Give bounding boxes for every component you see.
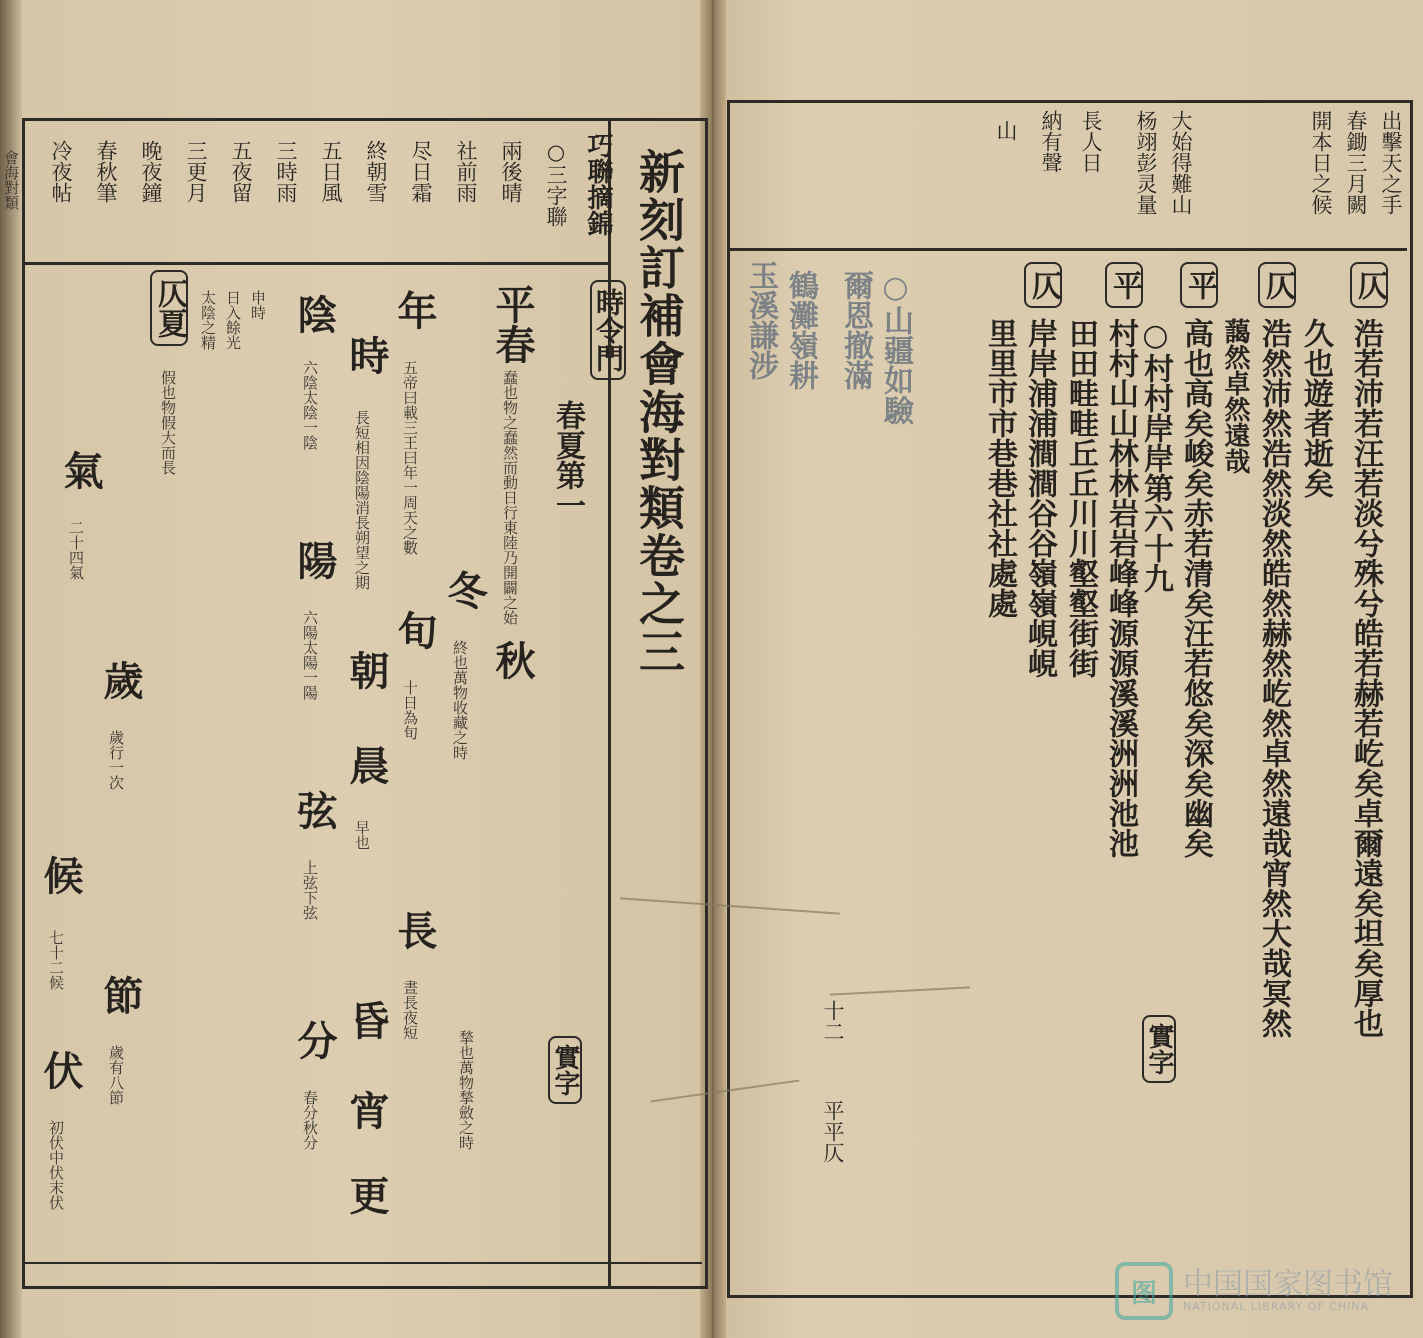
- entry-head: 仄夏: [150, 270, 188, 346]
- top-block-row: 大始得難山: [1169, 110, 1193, 215]
- entry-note: 晝長夜短: [401, 980, 419, 1040]
- entry-note: 六陰太陰一陰: [301, 360, 319, 450]
- entry-note: 太陰之精: [199, 290, 217, 350]
- entry-head: 弦: [291, 790, 338, 830]
- library-watermark: [1115, 1262, 1393, 1320]
- entry-head: 仄: [1258, 262, 1296, 308]
- entry-head: 更: [343, 1175, 390, 1215]
- faint-column: ○山疆如驗: [878, 270, 913, 425]
- top-block-row: 晚夜鐘: [139, 140, 163, 203]
- top-block-row: 終朝雪: [364, 140, 388, 203]
- entry-text: 久也遊者逝矣: [1298, 318, 1333, 498]
- top-block-row: 春鋤三月闕: [1344, 110, 1368, 215]
- library-logo-icon: 图: [1115, 1262, 1173, 1320]
- entry-head: 仄: [1350, 262, 1388, 308]
- entry-head: 長: [391, 910, 438, 950]
- top-block-row: ○三字聯: [544, 140, 568, 227]
- top-block-row: 兩後晴: [499, 140, 523, 203]
- entry-note: 上弦下弦: [301, 860, 319, 920]
- top-block-row: 尽日霜: [409, 140, 433, 203]
- entry-note: 長短相因陰陽消長朔望之期: [353, 410, 371, 590]
- entry-note: 五帝曰載三王曰年一周天之數: [401, 360, 419, 555]
- entry-note: 七十二候: [47, 930, 65, 990]
- entry-head: 平: [1105, 262, 1143, 308]
- section-tag-bottom: 實字: [548, 1036, 582, 1104]
- entry-head: 陰: [291, 294, 338, 334]
- left-edge-text: 會海對類: [2, 150, 20, 210]
- entry-mark: 十二: [821, 1000, 845, 1042]
- entry-note: 揫也萬物揫斂之時: [457, 1030, 475, 1150]
- top-block-row: 五夜留: [229, 140, 253, 203]
- entry-text: 高也高矣峻矣赤若清矣汪若悠矣深矣幽矣: [1178, 318, 1213, 858]
- top-block-row: 三時雨: [274, 140, 298, 203]
- entry-head: 冬: [441, 570, 488, 610]
- entry-text: 里里市市巷巷社社處處: [982, 318, 1017, 618]
- entry-note: 終也萬物收藏之時: [451, 640, 469, 760]
- entry-note: 歲有八節: [107, 1045, 125, 1105]
- entry-note: 早也: [353, 820, 371, 850]
- faint-column: 玉溪謙涉: [743, 260, 778, 380]
- top-block-row: 社前雨: [454, 140, 478, 203]
- entry-head: 時: [343, 335, 390, 375]
- entry-head: 秋: [489, 640, 536, 680]
- entry-text: 浩然沛然浩然淡然皓然赫然屹然卓然遠哉宵然大哉冥然: [1256, 318, 1291, 1038]
- top-block-row: 山: [994, 120, 1018, 141]
- watermark-name: 中国国家图书馆: [1183, 1266, 1393, 1302]
- entry-text: 岸岸浦浦澗澗谷谷嶺嶺峴峴: [1022, 318, 1057, 678]
- entry-note: 春分秋分: [301, 1090, 319, 1150]
- entry-note: 歲行一次: [107, 730, 125, 790]
- entry-head: 氣: [57, 450, 104, 490]
- top-block-row: 納有聲: [1039, 110, 1063, 173]
- entry-head: 平春: [489, 284, 536, 364]
- entry-head: 旬: [391, 610, 438, 650]
- entry-note: 日入餘光: [224, 290, 242, 350]
- entry-note: 初伏中伏末伏: [47, 1120, 65, 1210]
- entry-head: 節: [97, 975, 144, 1015]
- top-block-row: 開本日之候: [1309, 110, 1333, 215]
- entry-text: 田田畦畦丘丘川川壑壑街街: [1063, 318, 1098, 678]
- left-bottom-rule: [22, 1262, 702, 1264]
- faint-column: 爾恩撤滿: [838, 270, 873, 390]
- top-block-row: 春秋筆: [94, 140, 118, 203]
- top-block-row: 長人日: [1079, 110, 1103, 173]
- entry-head: 仄: [1024, 262, 1062, 308]
- section-tag: 時令門: [590, 280, 626, 380]
- book-title: 新刻訂補會海對類卷之三: [632, 148, 686, 676]
- top-block-row: 出擊天之手: [1379, 110, 1403, 215]
- entry-head: 年: [391, 290, 438, 330]
- entry-note: 十日為旬: [401, 680, 419, 740]
- entry-note: 假也物假大而長: [159, 370, 177, 475]
- top-block-row: 五日風: [319, 140, 343, 203]
- entry-head: 伏: [37, 1050, 84, 1090]
- entry-head: 朝: [343, 650, 390, 690]
- section-title: 春夏第一: [550, 400, 585, 520]
- top-block-row: 冷夜帖: [49, 140, 73, 203]
- entry-note: 蠢也物之蠢然而動日行東陸乃開闢之始: [501, 370, 519, 625]
- entry-head: 分: [291, 1020, 338, 1060]
- entry-text: ○村村岸岸第六十九: [1138, 318, 1173, 593]
- entry-note: 申時: [249, 290, 267, 320]
- entry-text: 村村山山林林岩岩峰峰源源溪溪洲洲池池: [1103, 318, 1138, 858]
- top-block-row: 杨翊彭灵量: [1134, 110, 1158, 215]
- right-top-block-rule: [727, 248, 1407, 251]
- entry-text: 藹然卓然遠哉: [1220, 318, 1250, 474]
- entry-text: 浩若沛若汪若淡兮殊兮皓若赫若屹矣卓爾遠矣坦矣厚也: [1348, 318, 1383, 1038]
- entry-mark: 平平仄: [821, 1100, 845, 1163]
- left-top-block-rule: [22, 262, 608, 265]
- entry-head: 候: [37, 855, 84, 895]
- entry-head: 歲: [97, 660, 144, 700]
- entry-head: 陽: [291, 540, 338, 580]
- entry-note: 二十四氣: [67, 520, 85, 580]
- watermark-sub: NATIONAL LIBRARY OF CHINA: [1183, 1299, 1370, 1313]
- entry-head: 晨: [343, 745, 390, 785]
- faint-column: 鶴灘嶺耕: [783, 270, 818, 390]
- top-block-row: 三更月: [184, 140, 208, 203]
- entry-head: 宵: [343, 1090, 390, 1130]
- entry-head: 平: [1180, 262, 1218, 308]
- top-block-heading: 巧聯摘錦: [583, 132, 613, 236]
- entry-tag: 實字: [1142, 1015, 1176, 1083]
- entry-head: 昏: [343, 1000, 390, 1040]
- entry-note: 六陽太陽一陽: [301, 610, 319, 700]
